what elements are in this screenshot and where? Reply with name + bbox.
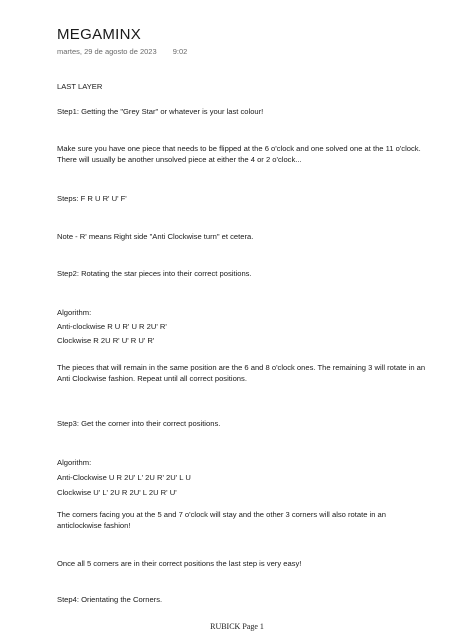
algorithm-clockwise: Clockwise U' L' 2U R 2U' L 2U R' U' (57, 488, 177, 497)
page-footer: RUBICK Page 1 (210, 622, 264, 631)
step1-steps: Steps: F R U R' U' F' (57, 194, 127, 203)
algorithm-label: Algorithm: (57, 458, 92, 467)
section-heading: LAST LAYER (57, 82, 103, 91)
step3-description: The corners facing you at the 5 and 7 o'clock will stay and the other 3 corners will also rotate in an anticlockwise fashion! (57, 510, 387, 530)
step1-description: Make sure you have one piece that needs to be flipped at the 6 o'clock and one solved one at the 11 o'clock. There will usually be another unsolved piece at either the 4 or 2 o'clock... (57, 144, 421, 164)
algorithm-clockwise: Clockwise R 2U R' U' R U' R' (57, 336, 155, 345)
notation-note: Note - R' means Right side "Anti Clockwise turn" et cetera. (57, 232, 254, 241)
step1-heading: Step1: Getting the "Grey Star" or whatever is your last colour! (57, 107, 264, 116)
page-title: MEGAMINX (57, 26, 142, 43)
date-text: martes, 29 de agosto de 2023 (57, 47, 157, 56)
algorithm-label: Algorithm: (57, 308, 92, 317)
step2-description: The pieces that will remain in the same position are the 6 and 8 o'clock ones. The remaining 3 will rotate in an Anti Clockwise fashion. Repeat until all correct positions. (57, 363, 426, 383)
algorithm-anticlockwise: Anti-Clockwise U R 2U' L' 2U R' 2U' L U (57, 473, 191, 482)
last-step-note: Once all 5 corners are in their correct positions the last step is very easy! (57, 559, 302, 568)
step4-heading: Step4: Orientating the Corners. (57, 595, 163, 604)
algorithm-anticlockwise: Anti-clockwise R U R' U R 2U' R' (57, 322, 167, 331)
date-time-line (57, 47, 187, 56)
time-text: 9:02 (172, 47, 188, 56)
step2-heading: Step2: Rotating the star pieces into their correct positions. (57, 269, 252, 278)
step3-heading: Step3: Get the corner into their correct positions. (57, 419, 221, 428)
